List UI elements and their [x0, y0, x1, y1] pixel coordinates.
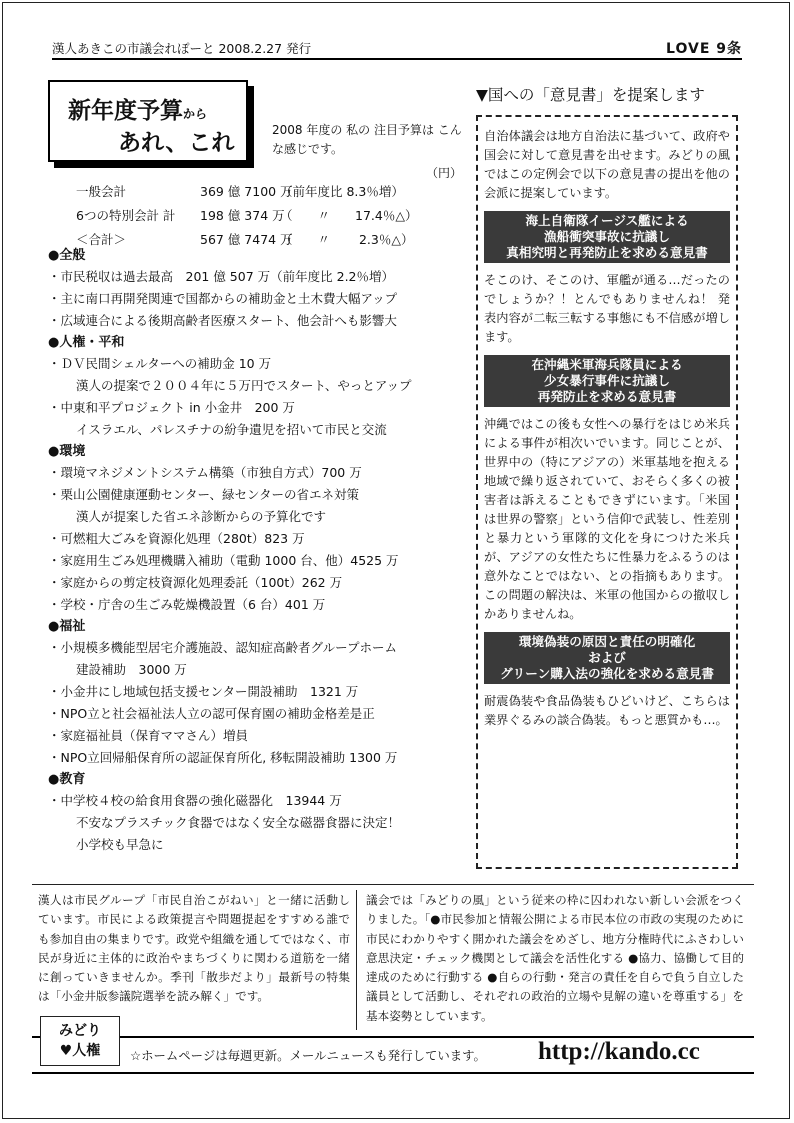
- list-item: ・広域連合による後期高齢者医療スタート、他会計へも影響大: [48, 313, 397, 328]
- list-item: ・中学校４校の給食用食器の強化磁器化 13944 万: [48, 793, 342, 808]
- list-item: ・NPO立回帰船保育所の認証保育所化, 移転開設補助 1300 万: [48, 750, 398, 765]
- intro-text: 2008 年度の 私の 注目予算は こんな感じです。: [272, 123, 462, 156]
- budget-row: [76, 180, 476, 204]
- opinion-title-line: 在沖縄米軍海兵隊員による: [531, 357, 683, 372]
- opinion-text-1: そこのけ、そこのけ、軍艦が通る…だったのでしょうか？！とんでもありませんね！ 発表内容が二転三転する事態にも不信感が増します。: [484, 273, 730, 344]
- budget-amount: 369 億 7100 万: [200, 184, 293, 199]
- budget-label: 一般会計: [76, 184, 127, 199]
- page-header: [52, 38, 742, 60]
- badge-line-1: みどり: [59, 1023, 101, 1039]
- list-item: ・可燃粗大ごみを資源化処理（280t）823 万: [48, 531, 305, 546]
- sidebar-heading: ▼国への「意見書」を提案します: [476, 86, 705, 104]
- opinion-sidebar: [476, 115, 738, 869]
- list-item-note: 漢人が提案した省エネ診断からの予算化です: [76, 509, 327, 524]
- list-item: ・中東和平プロジェクト in 小金井 200 万: [48, 400, 295, 415]
- list-item: ・主に南口再開発関連で国都からの補助金と土木費大幅アップ: [48, 291, 398, 306]
- opinion-text-2: 沖縄ではこの後も女性への暴行をはじめ米兵による事件が相次いでいます。同じことが、世界中の（特にアジアの）米軍基地を抱える地域で繰り返されていて、おそらく多くの被害者は訴えることもできずにいます。「米国は世界の警察」という信仰で武装し、性差別と暴力という軍隊的文化を身につけた米兵が、アジアの女性たちに性暴力をふるうのは意外なことではない、との指摘もあります。この問題の解決は、米軍の他国からの撤収しかありませんね。: [484, 417, 730, 621]
- opinion-title-line: 環境偽装の原因と責任の明確化: [518, 634, 696, 649]
- logo-badge: [40, 1016, 120, 1066]
- list-item: ・家庭用生ごみ処理機購入補助（電動 1000 台、他）4525 万: [48, 553, 399, 568]
- list-item: ・栗山公園健康運動センター、緑センターの省エネ対策: [48, 487, 360, 502]
- budget-amount: 198 億 374 万: [200, 208, 285, 223]
- sidebar-intro: 自治体議会は地方自治法に基づいて、政府や国会に対して意見書を出せます。みどりの風ではこの定例会で以下の意見書の提出を他の会派に提案しています。: [484, 129, 730, 200]
- section-heading-environment: ●環境: [48, 444, 86, 459]
- section-heading-welfare: ●福祉: [48, 619, 86, 634]
- list-item-note: 漢人の提案で２００４年に５万円でスタート、やっとアップ: [76, 378, 412, 393]
- opinion-title-line: 真相究明と再発防止を求める意見書: [506, 245, 708, 260]
- opinion-title-3: [484, 632, 730, 684]
- footer-divider: [32, 884, 754, 885]
- list-item: ・小規模多機能型居宅介護施設、認知症高齢者グループホーム: [48, 640, 398, 655]
- title-small: から: [183, 107, 208, 121]
- section-heading-general: ●全般: [48, 248, 86, 263]
- homepage-notice: ☆ホームページは毎週更新。メールニュースも発行しています。: [130, 1048, 486, 1063]
- footer-column-divider: [356, 890, 357, 1030]
- title-line-1: [68, 92, 207, 125]
- opinion-title-line: 海上自衛隊イージス艦による: [525, 213, 689, 228]
- list-item-note: 不安なプラスチック食器ではなく安全な磁器食器に決定！: [76, 815, 401, 830]
- list-item: ・小金井にし地域包括支援センター開設補助 1321 万: [48, 684, 359, 699]
- list-item: ・NPO立と社会福祉法人立の認可保育園の補助金格差是正: [48, 706, 375, 721]
- budget-label: ＜合計＞: [76, 232, 127, 247]
- header-issue-info: 漢人あきこの市議会れぽーと 2008.2.27 発行: [52, 41, 312, 56]
- list-item-note: イスラエル、パレスチナの紛争遺児を招いて市民と交流: [76, 422, 387, 437]
- opinion-title-line: および: [588, 650, 626, 665]
- budget-summary: [76, 180, 476, 252]
- footer-party-info: 議会では「みどりの風」という従来の枠に囚われない新しい会派をつくりました。「●市民参加と情報公開による市民本位の市政の実現のために市民にわかりやすく開かれた議会をめざし、地方分権時代にふさわしい意思決定・チェック機関として議会を活性化する ●協力、協働して目的達成のために行動する ●自らの行動・発言の責任を自らで負う自立した議員として活動し、それぞれの政治的立場や見解の違いを尊重する」を基本姿勢としています。: [366, 893, 744, 1023]
- opinion-title-line: 漁船衝突事故に抗議し: [544, 229, 670, 244]
- footer-group-info: 漢人は市民グループ「市民自治こがねい」と一緒に活動しています。市民による政策提言や問題提起をすすめる誰でも参加自由の集まりです。政党や組織を通してではなく、市民が身近に主体的に政治やまちづくりに関わる道筋を一緒に創っていきませんか。季刊「散歩だより」最新号の特集は「小金井版参議院選挙を読み解く」です。: [38, 893, 350, 1004]
- list-item: ・学校・庁舎の生ごみ乾燥機設置（6 台）401 万: [48, 597, 326, 612]
- list-item: ・環境マネジメントシステム構築（市独自方式）700 万: [48, 465, 362, 480]
- opinion-title-2: [484, 355, 730, 407]
- list-item: ・家庭福祉員（保育ママさん）増員: [48, 728, 249, 743]
- title-line-2: あれ、これ: [118, 130, 235, 156]
- budget-note: （ 〃 17.4％△）: [280, 208, 418, 223]
- budget-note: （ 〃 2.3％△）: [280, 232, 414, 247]
- badge-line-2: ♥人権: [59, 1043, 101, 1059]
- list-item-note: 小学校も早急に: [76, 837, 164, 852]
- header-slogan: LOVE 9条: [666, 41, 742, 57]
- budget-amount: 567 億 7474 万: [200, 232, 293, 247]
- opinion-title-line: 再発防止を求める意見書: [537, 389, 677, 404]
- list-item: ・家庭からの剪定枝資源化処理委託（100t）262 万: [48, 575, 343, 590]
- budget-row: [76, 204, 476, 228]
- budget-note: （前年度比 8.3％増）: [280, 184, 404, 199]
- title-box: [48, 80, 248, 162]
- opinion-title-1: [484, 211, 730, 263]
- bottom-rule: [32, 1072, 754, 1074]
- list-item: ・ＤＶ民間シェルターへの補助金 10 万: [48, 356, 272, 371]
- list-item: ・市民税収は過去最高 201 億 507 万（前年度比 2.2％増）: [48, 269, 394, 284]
- budget-items: [48, 245, 468, 856]
- unit-label: （円）: [426, 166, 463, 180]
- opinion-title-line: 少女暴行事件に抗議し: [544, 373, 670, 388]
- section-heading-rights: ●人権・平和: [48, 335, 125, 350]
- website-url[interactable]: http://kando.cc: [538, 1038, 700, 1065]
- opinion-title-line: グリーン購入法の強化を求める意見書: [500, 666, 714, 681]
- budget-label: 6つの特別会計 計: [76, 208, 176, 223]
- section-heading-education: ●教育: [48, 772, 86, 787]
- list-item-note: 建設補助 3000 万: [76, 662, 187, 677]
- title-main: 新年度予算: [68, 98, 183, 124]
- opinion-text-3: 耐震偽装や食品偽装もひどいけど、こちらは業界ぐるみの談合偽装。もっと悪質かも…。: [484, 694, 730, 727]
